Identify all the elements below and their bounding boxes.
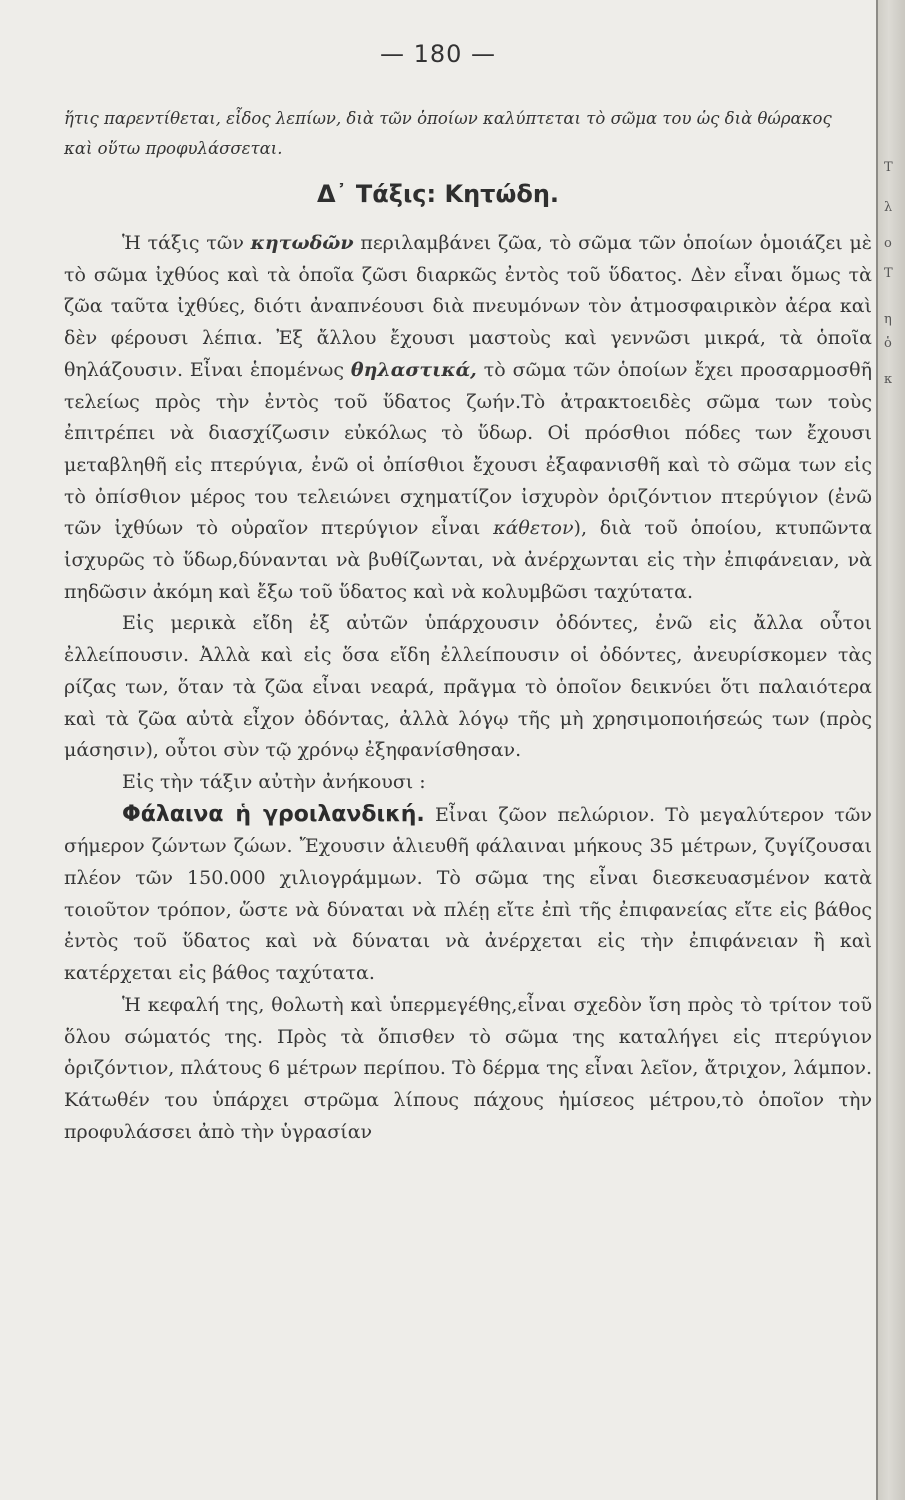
paragraph-list-intro: Εἰς τὴν τάξιν αὐτὴν ἀνήκουσι : (122, 770, 426, 793)
page-number: — 180 — (379, 40, 497, 68)
paragraph-teeth: Εἰς μερικὰ εἴδη ἐξ αὐτῶν ὑπάρχουσιν ὀδόντες, ἐνῶ εἰς ἄλλα οὗτοι ἐλλείπουσιν. Ἀλλὰ καὶ εἰς ὅσα εἴδη ἐλλείπουσιν οἱ ὀδόντες, ἀνευρίσκομεν τὰς ρίζας των, ὅταν τὰ ζῶα εἶναι νεαρά, πρᾶγμα τὸ ὁποῖον δεικνύει ὅτι παλαιότερα καὶ τὰ ζῶα αὐτὰ εἶχον ὀδόντας, ἀλλὰ λόγῳ τῆς μὴ χρησιμοποιήσεώς των (πρὸς μάσησιν), οὗτοι σὺν τῷ χρόνῳ ἐξηφανίσθησαν. (64, 612, 872, 762)
section-heading: Δ᾿ Τάξις: Κητώδη. (316, 180, 560, 208)
text-run: Εἶναι ζῶον πελώριον. Τὸ μεγαλύτερον τῶν σήμερον ζώντων ζώων. Ἔχουσιν ἁλιευθῆ φάλαιναι μήκους 35 μέτρων, ζυγίζουσαι πλέον τῶν 150.000 χιλιογράμμων. Τὸ σῶμα της εἶναι διεσκευασμένον κατὰ τοιοῦτον τρόπον, ὥστε νὰ δύναται νὰ πλέῃ εἴτε ἐπὶ τῆς ἐπιφανείας εἴτε εἰς βάθος ἐντὸς τοῦ ὕδατος καὶ νὰ δύναται νὰ ἀνέρχεται εἰς τὴν ἐπιφάνειαν ἢ καὶ κατέρχεται εἰς βάθος ταχύτατα. (64, 803, 872, 985)
text-run: τὸ σῶμα τῶν ὁποίων ἔχει προσαρμοσθῆ τελείως πρὸς τὴν ἐντὸς τοῦ ὕδατος ζωήν.Τὸ ἀτρακτοειδὲς σῶμα των τοὺς ἐπιτρέπει νὰ διασχίζωσιν εὐκόλως τὸ ὕδωρ. Οἱ πρόσθιοι πόδες των ἔχουσι μεταβληθῆ εἰς πτερύγια, ἐνῶ οἱ ὀπίσθιοι ἔχουσι ἐξαφανισθῆ καὶ τὸ σῶμα των εἰς τὸ ὀπίσθιον μέρος του τελειώνει σχηματίζον ἰσχυρὸν ὁριζόντιον πτερύγιον (ἐνῶ τῶν ἰχθύων τὸ οὐραῖον πτερύγιον εἶναι (64, 358, 872, 540)
paragraph-greenland-whale (64, 799, 872, 990)
edge-letter: λ (884, 200, 893, 215)
facing-page-edge (876, 0, 905, 1500)
edge-letter: Τ (884, 160, 893, 175)
edge-letter: Τ (884, 266, 893, 281)
edge-letter: η (884, 312, 892, 327)
body-text (64, 228, 872, 1148)
edge-letter: ο (884, 236, 892, 251)
emphasis-term: θηλαστικά, (350, 358, 477, 381)
emphasis-term: κάθετον (493, 517, 574, 540)
edge-letter: κ (884, 372, 893, 387)
text-run: ), διὰ τοῦ ὁποίου, κτυπῶντα ἰσχυρῶς τὸ ὕδωρ,δύνανται νὰ βυθίζωνται, νὰ ἀνέρχωνται εἰς τὴν ἐπιφάνειαν, νὰ πηδῶσιν ἀκόμη καὶ ἔξω τοῦ ὕδατος καὶ νὰ κολυμβῶσι ταχύτατα. (64, 517, 872, 603)
paragraph-whale-head: Ἡ κεφαλή της, θολωτὴ καὶ ὑπερμεγέθης,εἶναι σχεδὸν ἴση πρὸς τὸ τρίτον τοῦ ὅλου σώματός της. Πρὸς τὰ ὄπισθεν τὸ σῶμα της καταλήγει εἰς πτερύγιον ὁριζόντιον, πλάτους 6 μέτρων περίπου. Τὸ δέρμα της εἶναι λεῖον, ἄτριχον, λάμπον. Κάτωθέν του ὑπάρχει στρῶμα λίπους πάχους ἡμίσεος μέτρου,τὸ ὁποῖον τὴν προφυλάσσει ἀπὸ τὴν ὑγρασίαν (64, 993, 872, 1143)
intro-paragraph: ἥτις παρεντίθεται, εἶδος λεπίων, διὰ τῶν ὁποίων καλύπτεται τὸ σῶμα του ὡς διὰ θώρακος καὶ οὕτω προφυλάσσεται. (64, 109, 832, 158)
species-name: Φάλαινα ἡ γροιλανδική. (122, 801, 425, 827)
paragraph-cetaceans-description (64, 228, 872, 608)
emphasis-term: κητωδῶν (250, 232, 354, 254)
edge-letter: ὁ (884, 336, 892, 351)
text-run: περιλαμβάνει ζῶα, τὸ σῶμα τῶν ὁποίων ὁμοιάζει μὲ τὸ σῶμα ἰχθύος καὶ τὰ ὁποῖα ζῶσι διαρκῶς ἐντὸς τοῦ ὕδατος. Δὲν εἶναι ὅμως τὰ ζῶα ταῦτα ἰχθύες, διότι ἀναπνέουσι διὰ πνευμόνων τὸν ἀτμοσφαιρικὸν ἀέρα καὶ δὲν φέρουσι λέπια. Ἐξ ἄλλου ἔχουσι μαστοὺς καὶ γεννῶσι μικρά, τὰ ὁποῖα θηλάζουσιν. Εἶναι ἑπομένως (64, 232, 872, 381)
text-run: Ἡ τάξις τῶν (122, 232, 251, 254)
